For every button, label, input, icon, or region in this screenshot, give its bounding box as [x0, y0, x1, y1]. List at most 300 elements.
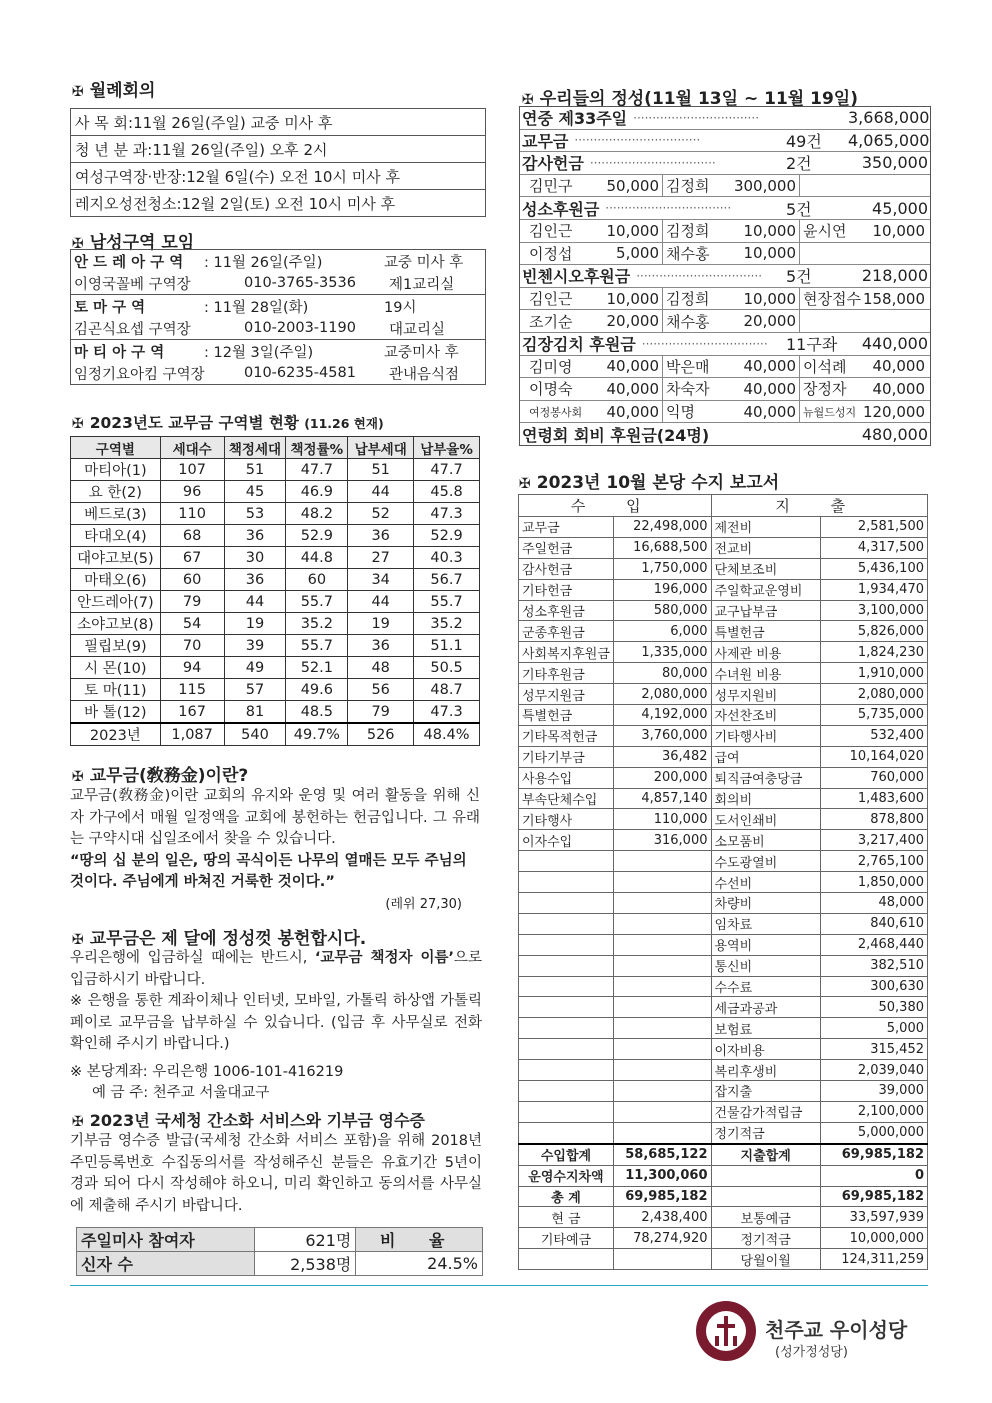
- offering-category: [520, 333, 930, 356]
- finance-amount: [613, 976, 711, 997]
- offering-label: 연중 제33주일: [522, 109, 628, 129]
- dues-row: [71, 459, 480, 481]
- dues-cell: 48: [348, 657, 414, 679]
- meeting-row: [71, 109, 486, 136]
- donor-amount: 40,000: [606, 357, 659, 376]
- finance-item: [519, 976, 614, 997]
- believers-label: 신자 수: [77, 1252, 255, 1276]
- dues-meaning-quote: “땅의 십 분의 일은, 땅의 곡식이든 나무의 열매든 모두 주님의 것이다. 주님에게 바쳐진 거룩한 것이다.”: [70, 852, 467, 890]
- finance-item: 통신비: [711, 955, 820, 976]
- group-date: : 11월 26일(주일): [204, 254, 323, 271]
- finance-item: 기타후원금: [519, 663, 614, 684]
- finance-item: 전교비: [711, 537, 820, 558]
- dues-row: [71, 613, 480, 635]
- finance-amount: 4,857,140: [613, 788, 711, 809]
- bullet-icon: ✠: [72, 932, 84, 948]
- finance-amount: 69,985,182: [613, 1186, 711, 1207]
- dues-cell: 79: [160, 591, 224, 613]
- dues-cell: 47.3: [414, 503, 480, 525]
- donor-amount: 10,000: [872, 221, 925, 240]
- finance-amount: 2,039,040: [820, 1060, 927, 1081]
- offering-label: 성소후원금: [522, 199, 600, 219]
- account-holder: 예 금 주: 천주교 서울대교구: [92, 1085, 270, 1101]
- dues-row: [71, 569, 480, 591]
- finance-amount: 878,800: [820, 809, 927, 830]
- dues-cell: 소야고보(8): [71, 613, 161, 635]
- dues-meaning-heading: ✠ 교무금(敎務金)이란?: [72, 766, 249, 786]
- finance-item: 사용수입: [519, 767, 614, 788]
- finance-row: [519, 746, 928, 767]
- meeting-detail: :12월 2일(토) 오전 10시 미사 후: [176, 194, 396, 213]
- finance-row: [519, 913, 928, 934]
- finance-item: [519, 1101, 614, 1122]
- donor-cell: [526, 356, 663, 378]
- dues-cell: 36: [348, 525, 414, 547]
- dues-cell: 34: [348, 569, 414, 591]
- finance-row: [519, 809, 928, 830]
- group-date: : 11월 28일(화): [204, 299, 309, 316]
- dues-cell: 60: [160, 569, 224, 591]
- leader-dots: ·································: [641, 336, 768, 351]
- donor-name: 익명: [666, 403, 695, 422]
- donor-name: 현장접수: [803, 290, 861, 309]
- finance-item: 운영수지차액: [519, 1165, 614, 1186]
- donor-cell: [800, 288, 928, 310]
- dues-cell: 안드레아(7): [71, 591, 161, 613]
- finance-item: 수선비: [711, 872, 820, 893]
- dues-meaning-body: [70, 786, 480, 915]
- donor-cell: [800, 243, 928, 265]
- dues-cell: 필립보(9): [71, 635, 161, 657]
- donor-amount: 10,000: [743, 244, 796, 263]
- offering-count: 2건: [786, 154, 812, 174]
- group-phone: 010-6235-4581: [244, 365, 356, 381]
- finance-item: 수수료: [711, 976, 820, 997]
- donor-amount: 20,000: [606, 312, 659, 331]
- finance-row: [519, 893, 928, 914]
- finance-item: 주일학교운영비: [711, 579, 820, 600]
- finance-amount: 6,000: [613, 621, 711, 642]
- ratio-label: 비 율: [356, 1228, 483, 1252]
- donor-name: 김정희: [666, 290, 710, 309]
- finance-amount: [613, 934, 711, 955]
- dues-cell: 55.7: [286, 635, 348, 657]
- finance-amount: 36,482: [613, 746, 711, 767]
- finance-item: [519, 851, 614, 872]
- finance-item: 주일헌금: [519, 537, 614, 558]
- donor-amount: 10,000: [606, 221, 659, 240]
- finance-amount: 3,760,000: [613, 725, 711, 746]
- finance-item: [519, 934, 614, 955]
- offering-count: 5건: [786, 199, 812, 219]
- finance-amount: 22,498,000: [613, 517, 711, 538]
- donor-cell: [663, 378, 800, 400]
- leader-dots: ·································: [574, 133, 701, 148]
- finance-summary-row: [519, 1249, 928, 1270]
- donor-cell: [800, 175, 928, 197]
- dues-cell: 70: [160, 635, 224, 657]
- donor-name: 조기순: [529, 312, 573, 331]
- finance-item: [519, 1122, 614, 1143]
- finance-item: 수입합계: [519, 1144, 614, 1165]
- group-date: : 12월 3일(주일): [204, 344, 314, 361]
- finance-item: 기타기부금: [519, 746, 614, 767]
- finance-summary-row: [519, 1228, 928, 1249]
- finance-row: [519, 976, 928, 997]
- dues-cell: 48.7: [414, 679, 480, 701]
- donor-name: 이명숙: [529, 380, 573, 399]
- finance-amount: 3,217,400: [820, 830, 927, 851]
- donor-cell: [800, 310, 928, 332]
- finance-amount: [613, 913, 711, 934]
- finance-amount: 58,685,122: [613, 1144, 711, 1165]
- donor-row: [520, 378, 930, 401]
- dues-total-row: [71, 723, 480, 746]
- dues-cell: 44: [348, 481, 414, 503]
- dues-cell: 48.5: [286, 701, 348, 724]
- finance-row: [519, 1122, 928, 1143]
- donor-name: 김정희: [666, 222, 710, 241]
- finance-amount: [613, 1060, 711, 1081]
- dues-row: [71, 525, 480, 547]
- finance-row: [519, 517, 928, 538]
- dues-cell: 45: [224, 481, 286, 503]
- offering-label: 빈첸시오후원금: [522, 267, 631, 287]
- offering-category: [520, 265, 930, 288]
- group-phone: 010-2003-1190: [244, 320, 356, 336]
- finance-amount: 2,438,400: [613, 1207, 711, 1228]
- donor-cell: [526, 220, 663, 242]
- dues-cell: 54: [160, 613, 224, 635]
- bullet-icon: ✠: [72, 416, 84, 432]
- finance-item: 세금과공과: [711, 997, 820, 1018]
- leader-dots: ·································: [633, 110, 760, 125]
- meeting-detail: :11월 26일(주일) 오후 2시: [147, 140, 328, 159]
- group-leader: 임정기요아킴 구역장: [74, 366, 205, 383]
- finance-item: 정기적금: [711, 1228, 820, 1249]
- finance-item: [519, 1081, 614, 1102]
- finance-amount: 1,750,000: [613, 558, 711, 579]
- donor-amount: 40,000: [606, 402, 659, 421]
- donor-name: 여정봉사회: [529, 405, 583, 419]
- finance-item: [519, 1018, 614, 1039]
- group-leader: 김곤식요셉 구역장: [74, 321, 191, 338]
- finance-amount: 1,850,000: [820, 872, 927, 893]
- finance-row: [519, 663, 928, 684]
- finance-row: [519, 579, 928, 600]
- finance-item: 보험료: [711, 1018, 820, 1039]
- dues-cell: 45.8: [414, 481, 480, 503]
- finance-item: 회의비: [711, 788, 820, 809]
- finance-amount: 532,400: [820, 725, 927, 746]
- finance-item: 잡지출: [711, 1081, 820, 1102]
- finance-item: 성무지원비: [711, 684, 820, 705]
- finance-row: [519, 997, 928, 1018]
- donor-amount: 40,000: [743, 379, 796, 398]
- finance-item: 도서인쇄비: [711, 809, 820, 830]
- finance-amount: 69,985,182: [820, 1186, 927, 1207]
- group-leader: 이영국꼴베 구역장: [74, 276, 191, 293]
- dues-cell: 요 한(2): [71, 481, 161, 503]
- group-name: 마 티 아 구 역: [74, 344, 165, 361]
- dues-cell: 52.1: [286, 657, 348, 679]
- offering-amount: 4,065,000: [848, 130, 930, 150]
- dues-cell: 47.7: [414, 459, 480, 481]
- dues-cell: 67: [160, 547, 224, 569]
- attendance-value: 621명: [254, 1228, 356, 1252]
- offering-amount: 440,000: [861, 334, 928, 354]
- finance-item: 급여: [711, 746, 820, 767]
- offerings-table: [519, 106, 931, 446]
- dues-cell: 55.7: [414, 591, 480, 613]
- donor-cell: [663, 220, 800, 242]
- dues-notice-heading: ✠ 교무금은 제 달에 정성껏 봉헌합시다.: [72, 929, 367, 949]
- dues-meaning-ref: (레위 27,30): [385, 896, 462, 912]
- donor-cell: [800, 220, 928, 242]
- finance-summary-row: [519, 1165, 928, 1186]
- dues-cell: 51: [224, 459, 286, 481]
- meeting-row: [71, 163, 486, 190]
- offering-category: [520, 107, 930, 130]
- finance-item: 이자비용: [711, 1039, 820, 1060]
- attendance-label: 주일미사 참여자: [77, 1228, 255, 1252]
- group-time: 교중미사 후: [384, 344, 459, 361]
- donor-amount: 40,000: [872, 357, 925, 376]
- donor-row: [520, 220, 930, 243]
- finance-item: [519, 1060, 614, 1081]
- donor-amount: 50,000: [606, 176, 659, 195]
- finance-row: [519, 830, 928, 851]
- meeting-name: 청 년 분 과: [75, 140, 148, 159]
- finance-item: 용역비: [711, 934, 820, 955]
- bullet-icon: ✠: [519, 476, 531, 492]
- dues-cell: 53: [224, 503, 286, 525]
- finance-item: 교무금: [519, 517, 614, 538]
- church-logo-icon: [695, 1300, 757, 1362]
- finance-item: 복리후생비: [711, 1060, 820, 1081]
- finance-summary-row: [519, 1144, 928, 1165]
- finance-row: [519, 934, 928, 955]
- offerings-heading: ✠ 우리들의 정성(11월 13일 ~ 11월 19일): [522, 89, 858, 109]
- donor-cell: [663, 401, 800, 423]
- dues-cell: 시 몬(10): [71, 657, 161, 679]
- finance-amount: [613, 997, 711, 1018]
- dues-cell: 52.9: [286, 525, 348, 547]
- donor-row: [520, 243, 930, 266]
- finance-row: [519, 621, 928, 642]
- finance-item: 퇴직금여충당금: [711, 767, 820, 788]
- finance-item: 제전비: [711, 517, 820, 538]
- finance-row: [519, 558, 928, 579]
- finance-amount: 1,934,470: [820, 579, 927, 600]
- dues-notice-p1: 우리은행에 입금하실 때에는 반드시, ‘교무금 책정자 이름’으로 입금하시기 바랍니다.: [70, 950, 482, 988]
- finance-amount: 1,824,230: [820, 642, 927, 663]
- finance-item: 당월이월: [711, 1249, 820, 1270]
- attendance-table: [76, 1227, 483, 1276]
- dues-row: [71, 547, 480, 569]
- finance-item: 기타행사비: [711, 725, 820, 746]
- finance-item: [519, 997, 614, 1018]
- donor-amount: 20,000: [743, 312, 796, 331]
- finance-item: [519, 893, 614, 914]
- finance-item: [519, 913, 614, 934]
- male-group-item: [70, 249, 486, 295]
- dues-header-cell: 납부율%: [414, 437, 480, 459]
- finance-item: 부속단체수입: [519, 788, 614, 809]
- male-group-item: [70, 295, 486, 340]
- dues-row: [71, 481, 480, 503]
- finance-heading: ✠ 2023년 10월 본당 수지 보고서: [519, 473, 780, 493]
- donor-cell: [526, 243, 663, 265]
- dues-cell: 79: [348, 701, 414, 724]
- dues-cell: 55.7: [286, 591, 348, 613]
- finance-row: [519, 1060, 928, 1081]
- bullet-icon: ✠: [72, 769, 84, 785]
- bullet-icon: ✠: [72, 1114, 84, 1130]
- donor-name: 차숙자: [666, 380, 710, 399]
- finance-amount: 2,080,000: [613, 684, 711, 705]
- offering-label: 김장김치 후원금: [522, 335, 636, 355]
- finance-amount: 382,510: [820, 955, 927, 976]
- finance-amount: 48,000: [820, 893, 927, 914]
- dues-notice-p2: ※ 은행을 통한 계좌이체나 인터넷, 모바일, 가톨릭 하상앱 가톨릭페이로 교무금을 납부하실 수 있습니다. (입금 후 사무실로 전화 확인해 주시기 바랍니다.): [70, 993, 482, 1052]
- dues-cell: 39: [224, 635, 286, 657]
- finance-row: [519, 600, 928, 621]
- donor-cell: [663, 356, 800, 378]
- donor-cell: [663, 288, 800, 310]
- dues-header-cell: 책정률%: [286, 437, 348, 459]
- finance-item: 기타예금: [519, 1228, 614, 1249]
- finance-item: [711, 1186, 820, 1207]
- dues-cell: 30: [224, 547, 286, 569]
- offering-category: [520, 423, 930, 445]
- finance-item: 사제관 비용: [711, 642, 820, 663]
- finance-amount: 840,610: [820, 913, 927, 934]
- dues-meaning-text: 교무금(敎務金)이란 교회의 유지와 운영 및 여러 활동을 위해 신자 가구에서 매월 일정액을 교회에 봉헌하는 헌금입니다. 그 유래는 구약시대 십일조에서 찾을 수 있습니다.: [70, 788, 480, 847]
- ratio-value: 24.5%: [356, 1252, 483, 1276]
- meeting-name: 레지오성전청소: [75, 194, 177, 213]
- finance-amount: 4,192,000: [613, 705, 711, 726]
- finance-amount: [613, 1122, 711, 1143]
- finance-amount: 5,436,100: [820, 558, 927, 579]
- finance-amount: 5,826,000: [820, 621, 927, 642]
- leader-dots: ·································: [589, 155, 716, 170]
- donor-cell: [526, 378, 663, 400]
- dues-cell: 50.5: [414, 657, 480, 679]
- dues-cell: 토 마(11): [71, 679, 161, 701]
- dues-cell: 94: [160, 657, 224, 679]
- donor-amount: 40,000: [872, 379, 925, 398]
- finance-item: [519, 872, 614, 893]
- dues-header-cell: 책정세대: [224, 437, 286, 459]
- finance-row: [519, 955, 928, 976]
- dues-status-heading: ✠ 2023년도 교무금 구역별 현황 (11.26 현재): [72, 414, 384, 432]
- finance-amount: 1,910,000: [820, 663, 927, 684]
- offering-label: 감사헌금: [522, 154, 584, 174]
- finance-amount: 5,735,000: [820, 705, 927, 726]
- dues-notice-body: [70, 948, 482, 1105]
- donor-amount: 40,000: [743, 357, 796, 376]
- donor-cell: [800, 401, 928, 423]
- finance-row: [519, 684, 928, 705]
- finance-amount: 16,688,500: [613, 537, 711, 558]
- finance-amount: 33,597,939: [820, 1207, 927, 1228]
- donor-amount: 10,000: [606, 289, 659, 308]
- group-place: 관내음식점: [389, 366, 460, 383]
- finance-row: [519, 1081, 928, 1102]
- dues-cell: 마태오(6): [71, 569, 161, 591]
- donor-name: 채수홍: [666, 244, 710, 263]
- dues-header-cell: 세대수: [160, 437, 224, 459]
- bullet-icon: ✠: [522, 92, 534, 108]
- finance-amount: 124,311,259: [820, 1249, 927, 1270]
- church-subname: (성가정성당): [775, 1345, 848, 1360]
- finance-amount: 5,000,000: [820, 1122, 927, 1143]
- dues-cell: 46.9: [286, 481, 348, 503]
- dues-cell: 56: [348, 679, 414, 701]
- dues-row: [71, 679, 480, 701]
- donor-name: 이석례: [803, 357, 847, 376]
- finance-amount: [613, 1018, 711, 1039]
- finance-item: 감사헌금: [519, 558, 614, 579]
- finance-amount: 3,100,000: [820, 600, 927, 621]
- finance-item: 보통예금: [711, 1207, 820, 1228]
- finance-amount: [613, 1039, 711, 1060]
- offering-count: 5건: [786, 267, 812, 287]
- finance-amount: 316,000: [613, 830, 711, 851]
- finance-item: 총 계: [519, 1186, 614, 1207]
- finance-item: 군종후원금: [519, 621, 614, 642]
- dues-cell: 47.7: [286, 459, 348, 481]
- finance-item: 임차료: [711, 913, 820, 934]
- dues-total-cell: 540: [224, 723, 286, 746]
- finance-amount: 78,274,920: [613, 1228, 711, 1249]
- finance-amount: 5,000: [820, 1018, 927, 1039]
- donor-amount: 10,000: [743, 221, 796, 240]
- finance-amount: [613, 893, 711, 914]
- offering-category: [520, 152, 930, 175]
- finance-row: [519, 537, 928, 558]
- dues-cell: 52.9: [414, 525, 480, 547]
- group-name: 토 마 구 역: [74, 299, 146, 316]
- finance-amount: 200,000: [613, 767, 711, 788]
- tax-notice-body: 기부금 영수증 발급(국세청 간소화 서비스 포함)을 위해 2018년 주민등록번호 수집동의서를 작성해주신 분들은 유효기간 5년이 경과 되어 다시 작성해야 하오니, 미리 확인하고 동의서를 사무실에 제출해 주시기 바랍니다.: [70, 1133, 482, 1214]
- male-group-item: [70, 340, 486, 385]
- finance-item: 소모품비: [711, 830, 820, 851]
- finance-item: 이자수입: [519, 830, 614, 851]
- finance-item: 기타목적헌금: [519, 725, 614, 746]
- dues-cell: 40.3: [414, 547, 480, 569]
- dues-cell: 베드로(3): [71, 503, 161, 525]
- finance-item: 사회복지후원금: [519, 642, 614, 663]
- meeting-row: [71, 190, 486, 217]
- finance-row: [519, 1018, 928, 1039]
- finance-item: 건물감가적립금: [711, 1101, 820, 1122]
- monthly-meeting-table: [70, 108, 486, 217]
- dues-cell: 51.1: [414, 635, 480, 657]
- finance-amount: 2,080,000: [820, 684, 927, 705]
- finance-item: 차량비: [711, 893, 820, 914]
- dues-cell: 44: [348, 591, 414, 613]
- finance-amount: [613, 851, 711, 872]
- expense-header: 지 출: [711, 495, 928, 517]
- donor-row: [520, 310, 930, 333]
- donor-amount: 5,000: [616, 244, 659, 263]
- dues-cell: 96: [160, 481, 224, 503]
- finance-item: 특별헌금: [519, 705, 614, 726]
- finance-amount: 2,468,440: [820, 934, 927, 955]
- finance-item: 기타행사: [519, 809, 614, 830]
